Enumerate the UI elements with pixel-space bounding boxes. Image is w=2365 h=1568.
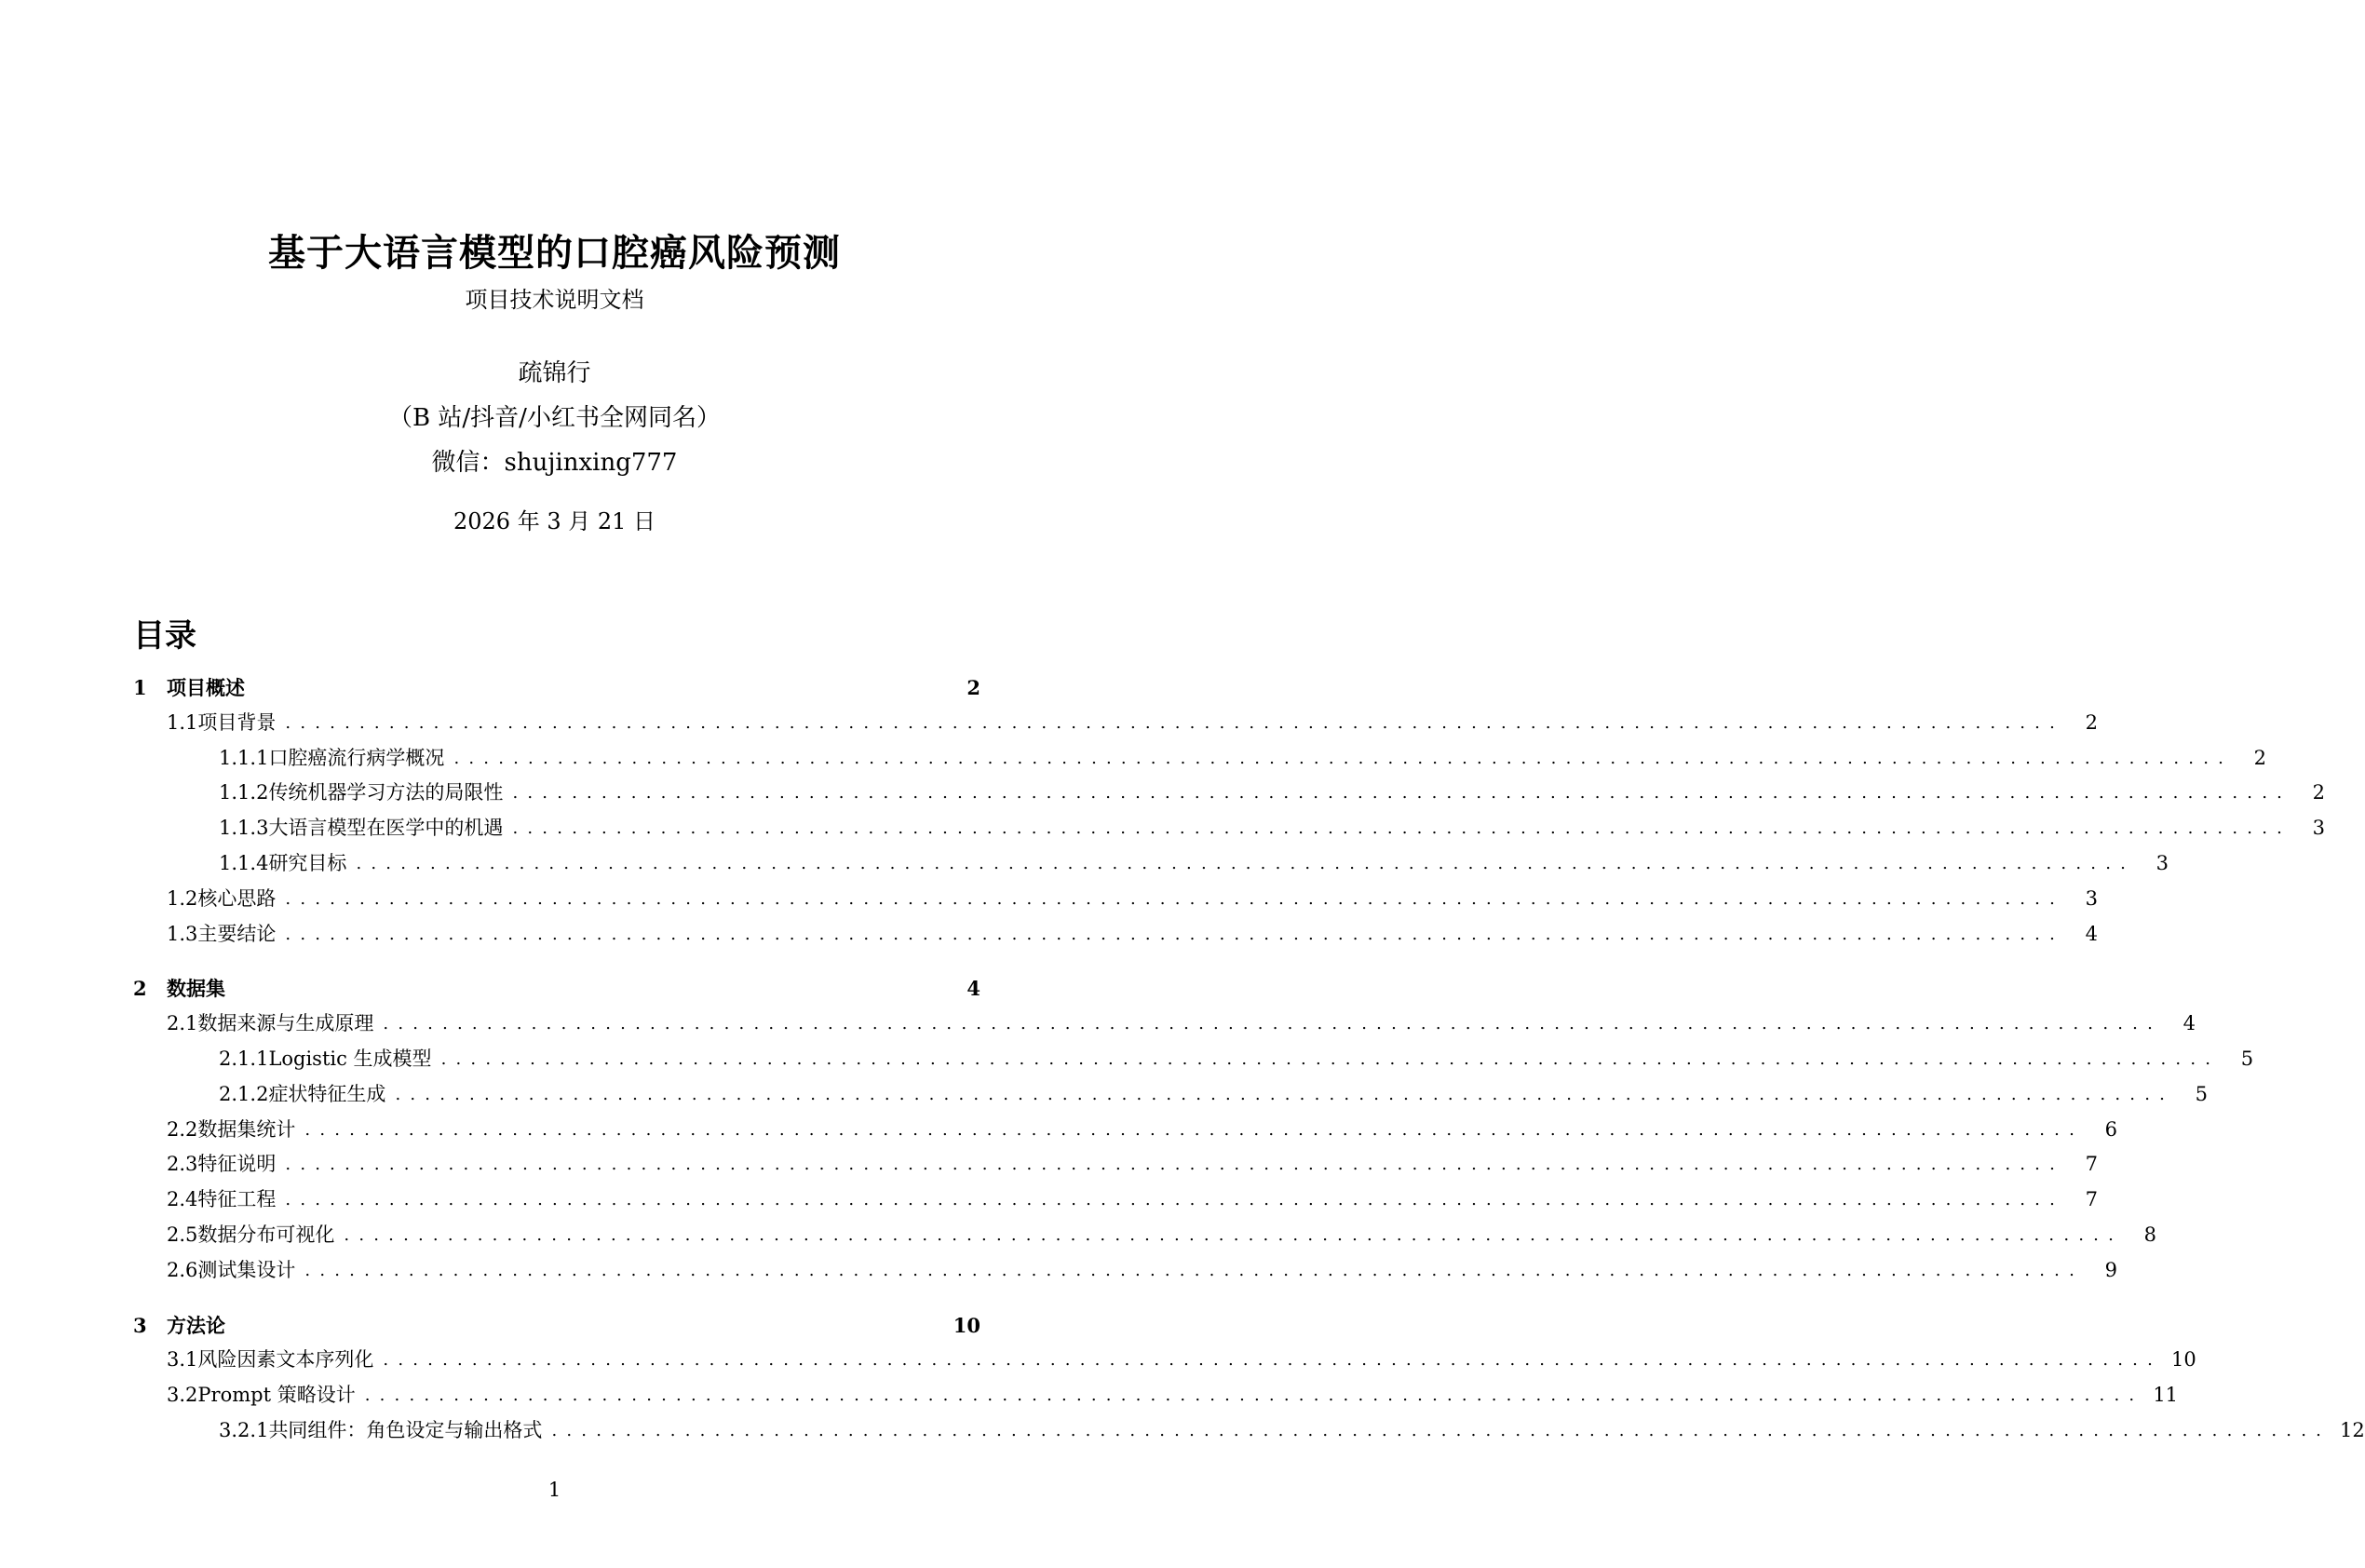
toc-entry-number: 3.2.1 xyxy=(219,1418,269,1441)
toc-entry-number: 1.2 xyxy=(167,886,198,910)
toc-entry-page: 6 xyxy=(2104,1117,2118,1141)
toc-dot-leader: ........................................................................................................................ xyxy=(512,783,2292,804)
toc-entry-number: 2.1.1 xyxy=(219,1047,269,1070)
toc-entry[interactable] xyxy=(133,741,2267,777)
toc-entry-label: 共同组件：角色设定与输出格式 xyxy=(268,1418,543,1441)
toc-entry-page: 7 xyxy=(2085,1153,2099,1176)
toc-entry-label: 项目背景 xyxy=(197,710,277,734)
toc-entry-page: 12 xyxy=(2340,1418,2365,1441)
toc-entry-number: 3.2 xyxy=(167,1384,198,1407)
toc-entry-label: 传统机器学习方法的局限性 xyxy=(268,781,504,804)
toc-entry-page: 5 xyxy=(2240,1047,2254,1070)
toc-entry-number: 1.1.4 xyxy=(219,851,269,874)
toc-entry-label: 研究目标 xyxy=(268,851,347,874)
author-name: 疏锦行 xyxy=(518,359,591,387)
author-wechat: 微信：shujinxing777 xyxy=(431,449,678,477)
toc-entry[interactable] xyxy=(133,1253,2118,1289)
toc-entry-label: 症状特征生成 xyxy=(268,1082,386,1105)
toc-entry-page: 10 xyxy=(953,1313,980,1337)
toc-entry[interactable] xyxy=(133,1413,2365,1449)
toc-entry-label: 特征工程 xyxy=(197,1188,277,1211)
toc-entry-number: 1.1 xyxy=(167,710,198,734)
toc-entry[interactable] xyxy=(133,670,980,706)
toc-entry-page: 10 xyxy=(2171,1348,2196,1372)
toc-dot-leader: ........................................................................................................................ xyxy=(285,888,2065,909)
toc-entry-number: 1 xyxy=(133,676,147,699)
toc-entry[interactable] xyxy=(133,1007,2196,1042)
toc-entry-number: 1.1.2 xyxy=(219,781,269,804)
toc-entry-label: Prompt 策略设计 xyxy=(197,1384,356,1407)
toc-entry-number: 1.1.3 xyxy=(219,817,269,840)
toc-dot-leader: ........................................................................................................................ xyxy=(304,1119,2085,1140)
toc-dot-leader: ........................................................................................................................ xyxy=(285,1155,2065,1175)
toc-dot-leader: ........................................................................................................................ xyxy=(285,712,2065,733)
toc-entry-number: 2.4 xyxy=(167,1188,198,1211)
toc-dot-leader: ........................................................................................................................ xyxy=(356,853,2136,873)
toc-entry[interactable] xyxy=(133,1042,2254,1077)
toc-entry[interactable] xyxy=(133,706,2099,741)
toc-entry-label: 数据来源与生成原理 xyxy=(197,1012,374,1035)
toc-entry-label: 方法论 xyxy=(167,1313,225,1337)
toc-entry-page: 11 xyxy=(2153,1384,2179,1407)
author-note: （B 站/抖音/小红书全网同名） xyxy=(388,404,721,432)
toc-entry-page: 3 xyxy=(2085,886,2099,910)
toc-entry-page: 3 xyxy=(2156,851,2169,874)
toc-entry[interactable] xyxy=(133,1308,980,1344)
page-number: 1 xyxy=(547,1479,561,1501)
toc-entry[interactable] xyxy=(133,1378,2179,1413)
toc-entry-number: 1.1.1 xyxy=(219,746,269,769)
toc-entry-label: 数据集统计 xyxy=(197,1117,296,1141)
toc-entry-label: 项目概述 xyxy=(167,676,245,699)
toc-entry-page: 2 xyxy=(2312,781,2326,804)
toc-entry[interactable] xyxy=(133,917,2099,953)
toc-entry-page: 2 xyxy=(2253,746,2267,769)
toc-entry[interactable] xyxy=(133,846,2169,882)
toc-dot-leader: ........................................................................................................................ xyxy=(453,748,2234,768)
toc-entry-page: 5 xyxy=(2195,1082,2209,1105)
toc-dot-leader: ........................................................................................................................ xyxy=(344,1224,2124,1245)
toc-entry-number: 3 xyxy=(133,1313,147,1337)
toc-entry-number: 2.3 xyxy=(167,1153,198,1176)
toc-entry[interactable] xyxy=(133,1218,2157,1253)
toc-entry-label: 特征说明 xyxy=(197,1153,277,1176)
toc-entry-label: Logistic 生成模型 xyxy=(268,1047,432,1070)
toc-entry-page: 4 xyxy=(2183,1012,2196,1035)
toc-entry[interactable] xyxy=(133,1113,2118,1148)
toc-dot-leader: ........................................................................................................................ xyxy=(364,1386,2144,1406)
table-of-contents xyxy=(133,670,2365,1449)
toc-entry-label: 数据集 xyxy=(167,977,225,1001)
toc-entry-number: 2 xyxy=(133,977,147,1001)
toc-dot-leader: ........................................................................................................................ xyxy=(285,924,2065,944)
toc-entry-number: 2.6 xyxy=(167,1258,198,1281)
toc-entry-label: 数据分布可视化 xyxy=(197,1223,335,1246)
toc-dot-leader: ........................................................................................................................ xyxy=(551,1420,2331,1440)
toc-entry-number: 2.2 xyxy=(167,1117,198,1141)
toc-entry-label: 核心思路 xyxy=(197,886,277,910)
toc-entry-number: 2.1 xyxy=(167,1012,198,1035)
toc-entry-label: 风险因素文本序列化 xyxy=(197,1348,374,1372)
toc-dot-leader: ........................................................................................................................ xyxy=(512,818,2292,839)
document-subtitle: 项目技术说明文档 xyxy=(465,287,644,313)
toc-entry-page: 8 xyxy=(2143,1223,2157,1246)
toc-dot-leader: ........................................................................................................................ xyxy=(383,1014,2163,1034)
toc-entry-label: 大语言模型在医学中的机遇 xyxy=(268,817,504,840)
toc-heading: 目录 xyxy=(133,617,196,655)
toc-entry-page: 9 xyxy=(2104,1258,2118,1281)
toc-entry-label: 测试集设计 xyxy=(197,1258,296,1281)
toc-entry-label: 主要结论 xyxy=(197,922,277,945)
toc-entry[interactable] xyxy=(133,1147,2099,1183)
toc-entry[interactable] xyxy=(133,811,2326,846)
toc-entry-page: 3 xyxy=(2312,817,2326,840)
toc-dot-leader: ........................................................................................................................ xyxy=(383,1350,2163,1371)
toc-entry[interactable] xyxy=(133,1077,2209,1113)
document-date: 2026 年 3 月 21 日 xyxy=(453,508,656,534)
toc-dot-leader: ........................................................................................................................ xyxy=(440,1048,2221,1069)
toc-entry-number: 2.1.2 xyxy=(219,1082,269,1105)
toc-entry-number: 2.5 xyxy=(167,1223,198,1246)
toc-entry[interactable] xyxy=(133,1183,2099,1218)
toc-dot-leader: ........................................................................................................................ xyxy=(395,1084,2175,1104)
toc-dot-leader: ........................................................................................................................ xyxy=(304,1260,2085,1280)
toc-entry-page: 4 xyxy=(966,977,980,1001)
toc-dot-leader: ........................................................................................................................ xyxy=(285,1190,2065,1210)
toc-entry-page: 2 xyxy=(2085,710,2099,734)
toc-entry-page: 7 xyxy=(2085,1188,2099,1211)
toc-entry-number: 3.1 xyxy=(167,1348,198,1372)
toc-entry-page: 2 xyxy=(966,676,980,699)
toc-entry[interactable] xyxy=(133,776,2326,811)
document-title: 基于大语言模型的口腔癌风险预测 xyxy=(268,231,841,275)
toc-entry[interactable] xyxy=(133,971,980,1007)
toc-entry-page: 4 xyxy=(2085,922,2099,945)
toc-entry-number: 1.3 xyxy=(167,922,198,945)
toc-entry[interactable] xyxy=(133,1343,2196,1378)
toc-entry[interactable] xyxy=(133,882,2099,917)
toc-entry-label: 口腔癌流行病学概况 xyxy=(268,746,445,769)
